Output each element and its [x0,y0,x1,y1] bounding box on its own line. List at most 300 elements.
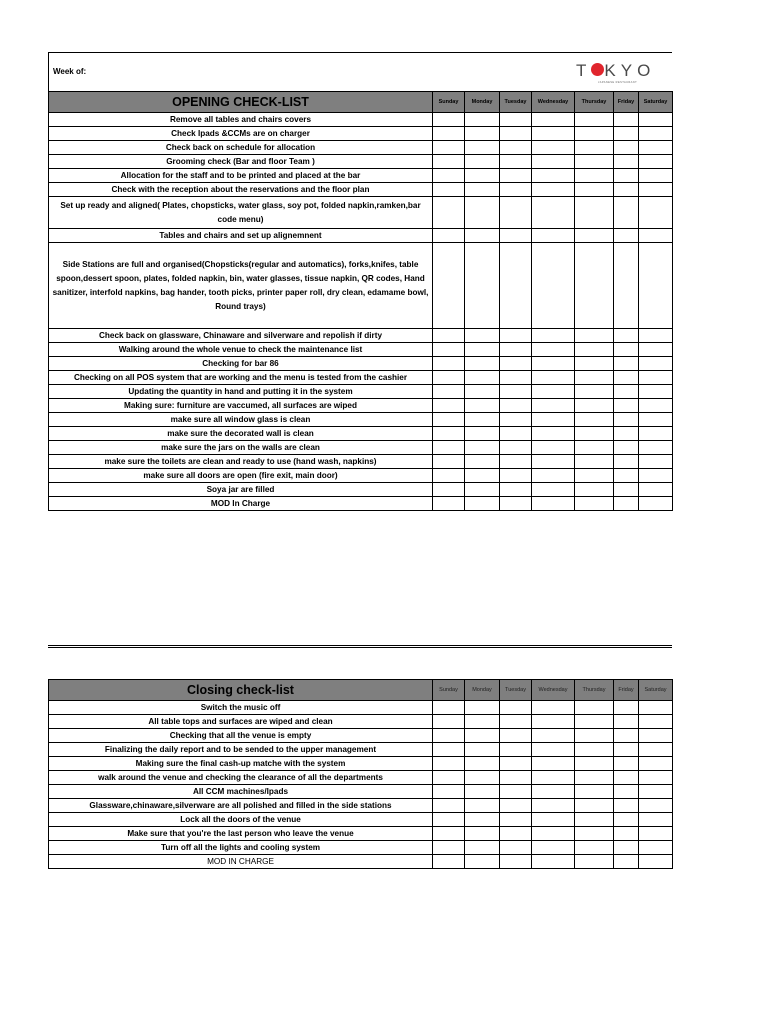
check-cell-monday[interactable] [465,827,500,841]
check-cell-thursday[interactable] [575,243,614,329]
check-cell-wednesday[interactable] [532,469,575,483]
task-label: Check Ipads &CCMs are on charger [49,127,433,141]
check-cell-sunday[interactable] [433,799,465,813]
task-label: All table tops and surfaces are wiped and clean [49,715,433,729]
table-row [49,841,673,855]
check-cell-tuesday[interactable] [500,399,532,413]
table-row [49,827,673,841]
check-cell-sunday[interactable] [433,827,465,841]
logo-tagline: JAPANESE RESTAURANT [598,81,638,84]
day-header-thursday: Thursday [575,680,614,701]
check-cell-thursday[interactable] [575,757,614,771]
check-cell-monday[interactable] [465,127,500,141]
closing-title: Closing check-list [49,680,433,701]
check-cell-sunday[interactable] [433,497,465,511]
check-cell-monday[interactable] [465,729,500,743]
check-cell-monday[interactable] [465,229,500,243]
check-cell-friday[interactable] [614,771,639,785]
check-cell-sunday[interactable] [433,113,465,127]
check-cell-sunday[interactable] [433,441,465,455]
check-cell-thursday[interactable] [575,385,614,399]
check-cell-sunday[interactable] [433,469,465,483]
check-cell-sunday[interactable] [433,813,465,827]
day-header-friday: Friday [614,92,639,113]
check-cell-sunday[interactable] [433,483,465,497]
day-header-wednesday: Wednesday [532,680,575,701]
check-cell-saturday[interactable] [639,357,673,371]
check-cell-tuesday[interactable] [500,141,532,155]
check-cell-friday[interactable] [614,127,639,141]
logo-letters-kyo: KYO [604,61,656,80]
task-label: Soya jar are filled [49,483,433,497]
check-cell-thursday[interactable] [575,841,614,855]
check-cell-tuesday[interactable] [500,701,532,715]
check-cell-thursday[interactable] [575,127,614,141]
table-row [49,455,673,469]
table-row [49,785,673,799]
check-cell-friday[interactable] [614,427,639,441]
check-cell-saturday[interactable] [639,701,673,715]
check-cell-wednesday[interactable] [532,183,575,197]
check-cell-sunday[interactable] [433,197,465,229]
check-cell-monday[interactable] [465,715,500,729]
check-cell-wednesday[interactable] [532,497,575,511]
check-cell-thursday[interactable] [575,785,614,799]
check-cell-friday[interactable] [614,113,639,127]
check-cell-wednesday[interactable] [532,155,575,169]
check-cell-wednesday[interactable] [532,413,575,427]
check-cell-sunday[interactable] [433,155,465,169]
check-cell-thursday[interactable] [575,771,614,785]
check-cell-friday[interactable] [614,329,639,343]
check-cell-friday[interactable] [614,357,639,371]
check-cell-sunday[interactable] [433,343,465,357]
check-cell-thursday[interactable] [575,455,614,469]
check-cell-sunday[interactable] [433,729,465,743]
check-cell-monday[interactable] [465,799,500,813]
check-cell-wednesday[interactable] [532,785,575,799]
check-cell-saturday[interactable] [639,413,673,427]
check-cell-saturday[interactable] [639,813,673,827]
task-label: Tables and chairs and set up alignemnent [49,229,433,243]
check-cell-monday[interactable] [465,441,500,455]
check-cell-monday[interactable] [465,813,500,827]
check-cell-friday[interactable] [614,483,639,497]
check-cell-thursday[interactable] [575,813,614,827]
check-cell-wednesday[interactable] [532,441,575,455]
check-cell-friday[interactable] [614,385,639,399]
check-cell-monday[interactable] [465,155,500,169]
task-label: Turn off all the lights and cooling system [49,841,433,855]
check-cell-wednesday[interactable] [532,169,575,183]
check-cell-friday[interactable] [614,455,639,469]
check-cell-sunday[interactable] [433,127,465,141]
check-cell-wednesday[interactable] [532,343,575,357]
task-label: make sure the decorated wall is clean [49,427,433,441]
task-label: Check back on schedule for allocation [49,141,433,155]
check-cell-monday[interactable] [465,701,500,715]
check-cell-thursday[interactable] [575,169,614,183]
day-header-sunday: Sunday [433,92,465,113]
check-cell-monday[interactable] [465,855,500,869]
task-label: Grooming check (Bar and floor Team ) [49,155,433,169]
table-row [49,771,673,785]
day-header-tuesday: Tuesday [500,680,532,701]
check-cell-friday[interactable] [614,497,639,511]
check-cell-tuesday[interactable] [500,243,532,329]
check-cell-thursday[interactable] [575,855,614,869]
check-cell-friday[interactable] [614,229,639,243]
check-cell-sunday[interactable] [433,413,465,427]
check-cell-friday[interactable] [614,743,639,757]
table-row [49,799,673,813]
check-cell-saturday[interactable] [639,771,673,785]
check-cell-monday[interactable] [465,771,500,785]
check-cell-thursday[interactable] [575,155,614,169]
check-cell-saturday[interactable] [639,371,673,385]
check-cell-tuesday[interactable] [500,371,532,385]
check-cell-friday[interactable] [614,799,639,813]
check-cell-friday[interactable] [614,855,639,869]
check-cell-friday[interactable] [614,785,639,799]
check-cell-wednesday[interactable] [532,141,575,155]
task-label: make sure the jars on the walls are clean [49,441,433,455]
check-cell-wednesday[interactable] [532,827,575,841]
check-cell-wednesday[interactable] [532,243,575,329]
check-cell-saturday[interactable] [639,329,673,343]
check-cell-saturday[interactable] [639,743,673,757]
check-cell-tuesday[interactable] [500,855,532,869]
check-cell-thursday[interactable] [575,329,614,343]
check-cell-tuesday[interactable] [500,229,532,243]
check-cell-saturday[interactable] [639,785,673,799]
check-cell-monday[interactable] [465,329,500,343]
check-cell-sunday[interactable] [433,701,465,715]
check-cell-friday[interactable] [614,243,639,329]
check-cell-monday[interactable] [465,743,500,757]
check-cell-saturday[interactable] [639,183,673,197]
check-cell-wednesday[interactable] [532,743,575,757]
check-cell-tuesday[interactable] [500,743,532,757]
check-cell-saturday[interactable] [639,799,673,813]
check-cell-saturday[interactable] [639,827,673,841]
check-cell-saturday[interactable] [639,113,673,127]
task-label: make sure all doors are open (fire exit, main door) [49,469,433,483]
check-cell-monday[interactable] [465,757,500,771]
check-cell-tuesday[interactable] [500,827,532,841]
check-cell-thursday[interactable] [575,483,614,497]
check-cell-monday[interactable] [465,785,500,799]
task-label: Check back on glassware, Chinaware and silverware and repolish if dirty [49,329,433,343]
check-cell-sunday[interactable] [433,841,465,855]
check-cell-friday[interactable] [614,841,639,855]
check-cell-friday[interactable] [614,813,639,827]
check-cell-monday[interactable] [465,399,500,413]
check-cell-monday[interactable] [465,455,500,469]
table-row [49,385,673,399]
task-label: Glassware,chinaware,silverware are all polished and filled in the side stations [49,799,433,813]
table-row [49,757,673,771]
check-cell-tuesday[interactable] [500,183,532,197]
check-cell-thursday[interactable] [575,427,614,441]
check-cell-thursday[interactable] [575,197,614,229]
check-cell-monday[interactable] [465,113,500,127]
check-cell-wednesday[interactable] [532,197,575,229]
check-cell-thursday[interactable] [575,343,614,357]
check-cell-saturday[interactable] [639,715,673,729]
check-cell-friday[interactable] [614,169,639,183]
check-cell-friday[interactable] [614,413,639,427]
check-cell-tuesday[interactable] [500,113,532,127]
check-cell-wednesday[interactable] [532,357,575,371]
table-row [49,113,673,127]
check-cell-monday[interactable] [465,371,500,385]
check-cell-friday[interactable] [614,715,639,729]
check-cell-sunday[interactable] [433,757,465,771]
check-cell-sunday[interactable] [433,743,465,757]
check-cell-wednesday[interactable] [532,229,575,243]
check-cell-sunday[interactable] [433,771,465,785]
check-cell-thursday[interactable] [575,701,614,715]
check-cell-friday[interactable] [614,441,639,455]
check-cell-saturday[interactable] [639,343,673,357]
check-cell-sunday[interactable] [433,385,465,399]
check-cell-saturday[interactable] [639,141,673,155]
table-row [49,497,673,511]
check-cell-monday[interactable] [465,841,500,855]
tokyo-logo [576,61,656,87]
table-row [49,155,673,169]
check-cell-saturday[interactable] [639,483,673,497]
table-row [49,469,673,483]
task-label: Updating the quantity in hand and putting it in the system [49,385,433,399]
check-cell-monday[interactable] [465,343,500,357]
check-cell-sunday[interactable] [433,243,465,329]
check-cell-friday[interactable] [614,141,639,155]
check-cell-thursday[interactable] [575,229,614,243]
check-cell-friday[interactable] [614,757,639,771]
check-cell-saturday[interactable] [639,497,673,511]
check-cell-monday[interactable] [465,469,500,483]
check-cell-monday[interactable] [465,243,500,329]
check-cell-tuesday[interactable] [500,343,532,357]
check-cell-tuesday[interactable] [500,799,532,813]
check-cell-tuesday[interactable] [500,413,532,427]
check-cell-monday[interactable] [465,483,500,497]
check-cell-tuesday[interactable] [500,197,532,229]
table-row [49,169,673,183]
logo-letter-t: T [576,61,592,80]
check-cell-tuesday[interactable] [500,357,532,371]
check-cell-wednesday[interactable] [532,329,575,343]
table-row [49,141,673,155]
check-cell-thursday[interactable] [575,469,614,483]
check-cell-wednesday[interactable] [532,757,575,771]
check-cell-tuesday[interactable] [500,497,532,511]
check-cell-sunday[interactable] [433,715,465,729]
check-cell-tuesday[interactable] [500,385,532,399]
check-cell-monday[interactable] [465,357,500,371]
check-cell-saturday[interactable] [639,469,673,483]
check-cell-tuesday[interactable] [500,771,532,785]
check-cell-sunday[interactable] [433,183,465,197]
check-cell-wednesday[interactable] [532,855,575,869]
table-row [49,371,673,385]
check-cell-friday[interactable] [614,469,639,483]
check-cell-tuesday[interactable] [500,785,532,799]
closing-checklist-table [48,679,673,869]
table-row [49,343,673,357]
check-cell-wednesday[interactable] [532,455,575,469]
check-cell-wednesday[interactable] [532,483,575,497]
check-cell-tuesday[interactable] [500,127,532,141]
check-cell-thursday[interactable] [575,413,614,427]
table-row [49,427,673,441]
check-cell-monday[interactable] [465,497,500,511]
table-row [49,197,673,229]
check-cell-tuesday[interactable] [500,329,532,343]
check-cell-wednesday[interactable] [532,841,575,855]
check-cell-wednesday[interactable] [532,799,575,813]
check-cell-tuesday[interactable] [500,841,532,855]
check-cell-thursday[interactable] [575,743,614,757]
table-row [49,743,673,757]
check-cell-monday[interactable] [465,427,500,441]
check-cell-friday[interactable] [614,827,639,841]
task-label: Checking that all the venue is empty [49,729,433,743]
check-cell-monday[interactable] [465,183,500,197]
opening-sheet [48,52,672,511]
check-cell-saturday[interactable] [639,155,673,169]
check-cell-thursday[interactable] [575,715,614,729]
check-cell-saturday[interactable] [639,197,673,229]
check-cell-saturday[interactable] [639,427,673,441]
check-cell-thursday[interactable] [575,113,614,127]
check-cell-friday[interactable] [614,371,639,385]
check-cell-tuesday[interactable] [500,455,532,469]
table-row [49,413,673,427]
check-cell-tuesday[interactable] [500,483,532,497]
check-cell-friday[interactable] [614,729,639,743]
opening-title: OPENING CHECK-LIST [49,92,433,113]
check-cell-thursday[interactable] [575,799,614,813]
check-cell-wednesday[interactable] [532,715,575,729]
check-cell-sunday[interactable] [433,427,465,441]
check-cell-sunday[interactable] [433,855,465,869]
table-row [49,243,673,329]
check-cell-friday[interactable] [614,343,639,357]
check-cell-wednesday[interactable] [532,729,575,743]
table-row [49,701,673,715]
check-cell-sunday[interactable] [433,329,465,343]
check-cell-wednesday[interactable] [532,127,575,141]
check-cell-friday[interactable] [614,155,639,169]
task-label: All CCM machines/Ipads [49,785,433,799]
check-cell-monday[interactable] [465,413,500,427]
check-cell-thursday[interactable] [575,729,614,743]
table-row [49,183,673,197]
check-cell-wednesday[interactable] [532,399,575,413]
opening-checklist-table [48,91,673,511]
check-cell-thursday[interactable] [575,357,614,371]
check-cell-sunday[interactable] [433,229,465,243]
check-cell-wednesday[interactable] [532,427,575,441]
check-cell-thursday[interactable] [575,497,614,511]
check-cell-saturday[interactable] [639,127,673,141]
check-cell-thursday[interactable] [575,183,614,197]
check-cell-thursday[interactable] [575,141,614,155]
check-cell-monday[interactable] [465,385,500,399]
table-row [49,813,673,827]
check-cell-monday[interactable] [465,197,500,229]
check-cell-sunday[interactable] [433,785,465,799]
check-cell-tuesday[interactable] [500,155,532,169]
task-label: Remove all tables and chairs covers [49,113,433,127]
check-cell-saturday[interactable] [639,243,673,329]
check-cell-saturday[interactable] [639,385,673,399]
task-label: Switch the music off [49,701,433,715]
check-cell-tuesday[interactable] [500,427,532,441]
check-cell-saturday[interactable] [639,455,673,469]
check-cell-sunday[interactable] [433,141,465,155]
check-cell-tuesday[interactable] [500,813,532,827]
check-cell-sunday[interactable] [433,399,465,413]
check-cell-tuesday[interactable] [500,757,532,771]
check-cell-sunday[interactable] [433,455,465,469]
day-header-thursday: Thursday [575,92,614,113]
check-cell-saturday[interactable] [639,729,673,743]
check-cell-wednesday[interactable] [532,371,575,385]
check-cell-thursday[interactable] [575,371,614,385]
task-label: MOD IN CHARGE [49,855,433,869]
check-cell-thursday[interactable] [575,399,614,413]
check-cell-tuesday[interactable] [500,469,532,483]
check-cell-tuesday[interactable] [500,715,532,729]
check-cell-wednesday[interactable] [532,113,575,127]
check-cell-tuesday[interactable] [500,441,532,455]
check-cell-tuesday[interactable] [500,169,532,183]
check-cell-thursday[interactable] [575,441,614,455]
check-cell-saturday[interactable] [639,399,673,413]
check-cell-wednesday[interactable] [532,385,575,399]
check-cell-thursday[interactable] [575,827,614,841]
check-cell-friday[interactable] [614,197,639,229]
check-cell-wednesday[interactable] [532,771,575,785]
check-cell-tuesday[interactable] [500,729,532,743]
check-cell-saturday[interactable] [639,169,673,183]
check-cell-saturday[interactable] [639,855,673,869]
check-cell-sunday[interactable] [433,169,465,183]
check-cell-saturday[interactable] [639,229,673,243]
task-label: Walking around the whole venue to check the maintenance list [49,343,433,357]
check-cell-sunday[interactable] [433,371,465,385]
check-cell-wednesday[interactable] [532,701,575,715]
check-cell-friday[interactable] [614,399,639,413]
check-cell-sunday[interactable] [433,357,465,371]
task-label: make sure the toilets are clean and ready to use (hand wash, napkins) [49,455,433,469]
check-cell-wednesday[interactable] [532,813,575,827]
check-cell-saturday[interactable] [639,841,673,855]
check-cell-saturday[interactable] [639,757,673,771]
check-cell-saturday[interactable] [639,441,673,455]
check-cell-friday[interactable] [614,183,639,197]
week-header [48,52,672,91]
check-cell-friday[interactable] [614,701,639,715]
check-cell-monday[interactable] [465,169,500,183]
check-cell-monday[interactable] [465,141,500,155]
task-label: Make sure that you're the last person who leave the venue [49,827,433,841]
table-row [49,729,673,743]
